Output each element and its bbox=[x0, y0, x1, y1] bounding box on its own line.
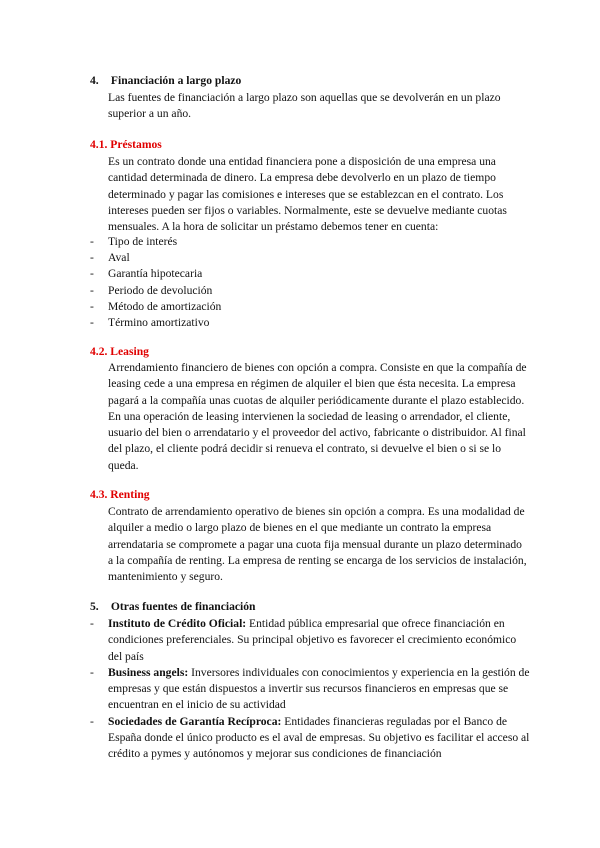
list-item bbox=[90, 616, 530, 665]
list-dash: - bbox=[90, 235, 94, 248]
item-desc: Inversores individuales con conocimientos y experiencia en la gestión de empresas y que están dispuestos a invertir sus recursos financieros en empresas que se encuentran en el inicio de su actividad bbox=[108, 665, 530, 712]
list-item: - Método de amortización bbox=[90, 299, 221, 315]
item-term: Sociedades de Garantía Recíproca: bbox=[108, 714, 282, 728]
section-5-heading bbox=[90, 600, 256, 613]
section-4-text: Las fuentes de financiación a largo plazo son aquellas que se devolverán en un plazo superior a un año. bbox=[108, 91, 501, 121]
section-4-title: Financiación a largo plazo bbox=[110, 74, 242, 87]
section-5-number: 5. bbox=[90, 600, 99, 613]
list-item: - Aval bbox=[90, 250, 221, 266]
list-item: - Término amortizativo bbox=[90, 315, 221, 331]
leasing-text: Arrendamiento financiero de bienes con opción a compra. Consiste en que la compañía de leasing cede a una empresa en régimen de alquiler el bien que ésta necesita. La empresa pagará a la compañía unas cuotas de alquiler periódicamente durante el plazo establecido. En una operación de leasing intervienen la sociedad de leasing o arrendador, el cliente, usuario del bien o arrendatario y el proveedor del activo, fabricante o distribuidor. Al final del plazo, el cliente podrá decidir si renueva el contrato, si devuelve el bien o si se lo queda. bbox=[108, 361, 527, 472]
item-desc: Entidad pública empresarial que ofrece financiación en condiciones preferenciales. Su principal objetivo es favorecer el crecimiento económico del país bbox=[108, 617, 517, 663]
item-desc: Entidades financieras reguladas por el Banco de España donde el único producto es el aval de empresas. Su objetivo es facilitar el acceso al crédito a pymes y autónomos y mejorar sus condiciones de financiación bbox=[108, 714, 530, 761]
item-term: Business angels: bbox=[108, 665, 189, 679]
list-item: - Garantía hipotecaria bbox=[90, 266, 221, 282]
renting-text: Contrato de arrendamiento operativo de bienes sin opción a compra. Es una modalidad de alquiler a medio o largo plazo de bienes en el que mediante un contrato la empresa arrendataria se compromete a pagar una cuota fija mensual durante un plazo determinado a la compañía de renting. La empresa de renting se encarga de los servicios de instalación, mantenimiento y seguro. bbox=[108, 505, 527, 584]
list-dash: - bbox=[90, 617, 94, 630]
list-dash: - bbox=[90, 665, 94, 679]
leasing-heading: 4.2. Leasing bbox=[90, 345, 149, 358]
section-5-title: Otras fuentes de financiación bbox=[110, 600, 256, 613]
list-item: - Periodo de devolución bbox=[90, 283, 221, 299]
renting-heading: 4.3. Renting bbox=[90, 488, 150, 501]
other-sources-list bbox=[90, 616, 530, 763]
item-term: Instituto de Crédito Oficial: bbox=[108, 617, 247, 630]
section-4-number: 4. bbox=[90, 74, 99, 87]
list-dash: - bbox=[90, 267, 94, 281]
list-item bbox=[90, 714, 530, 763]
list-dash: - bbox=[90, 251, 94, 265]
list-dash: - bbox=[90, 316, 94, 330]
list-item bbox=[90, 665, 530, 714]
list-item: - Tipo de interés bbox=[90, 234, 221, 250]
prestamos-heading: 4.1. Préstamos bbox=[90, 138, 162, 151]
prestamos-list bbox=[90, 234, 221, 331]
list-dash: - bbox=[90, 283, 94, 297]
list-dash: - bbox=[90, 299, 94, 313]
list-dash: - bbox=[90, 714, 94, 728]
section-4-heading bbox=[90, 74, 241, 87]
prestamos-text: Es un contrato donde una entidad financiera pone a disposición de una empresa una cantidad determinada de dinero. La empresa debe devolverlo en un plazo de tiempo determinado y pagar las comisiones e intereses que se establezcan en el contrato. Los intereses pueden ser fijos o variables. Normalmente, este se devuelve mediante cuotas mensuales. A la hora de solicitar un préstamo debemos tener en cuenta: bbox=[108, 155, 507, 234]
